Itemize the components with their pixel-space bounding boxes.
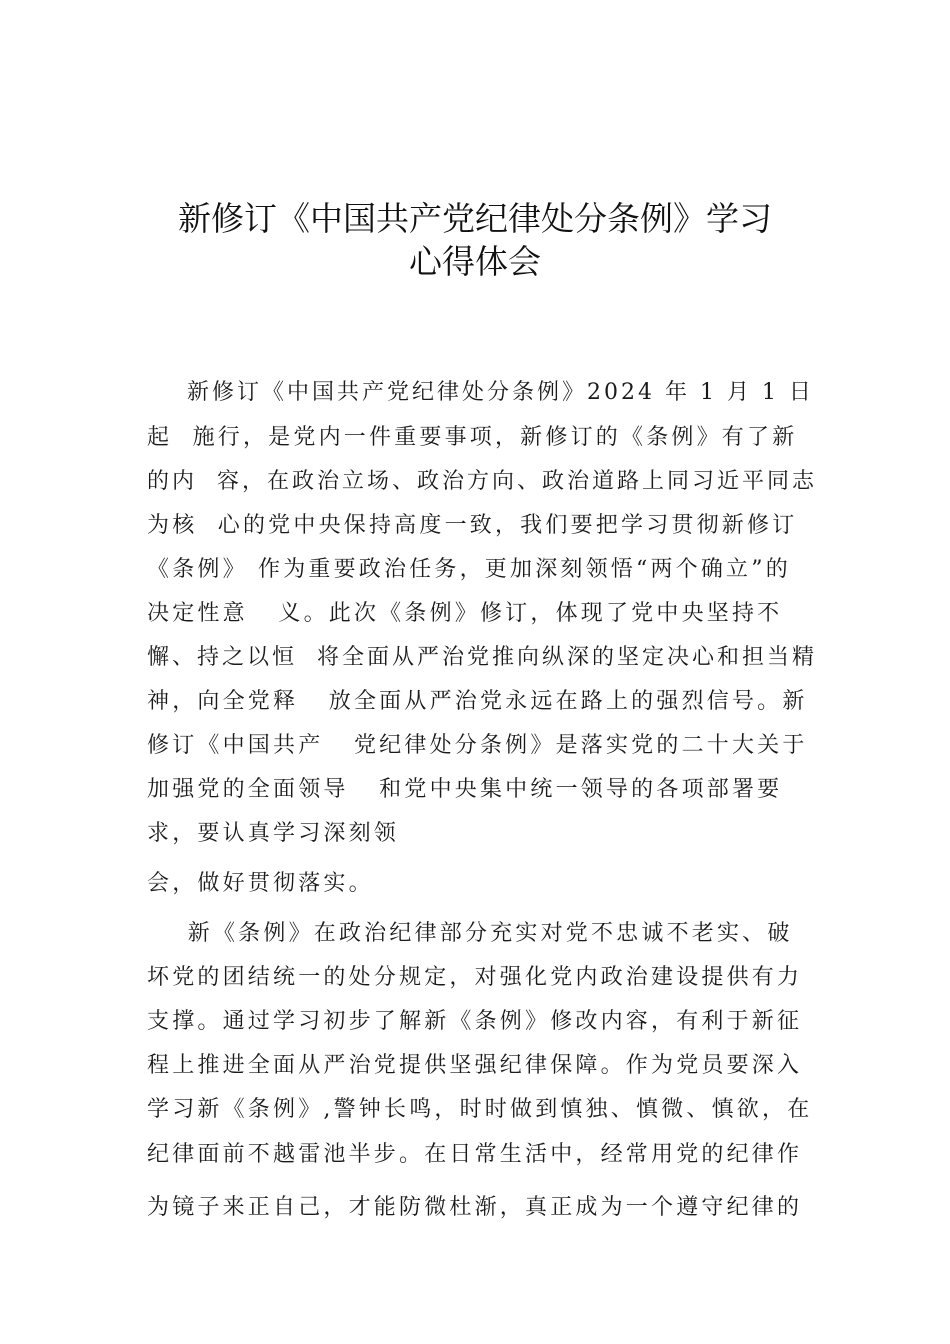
body-line: 修订《中国共产 党纪律处分条例》是落实党的二十大关于 <box>147 733 808 758</box>
body-line: 为核 心的党中央保持高度一致，我们要把学习贯彻新修订 <box>147 513 798 538</box>
body-line: 懈、持之以恒 将全面从严治党推向纵深的坚定决心和担当精 <box>147 645 817 670</box>
body-line: 为镜子来正自己，才能防微杜渐，真正成为一个遵守纪律的 <box>147 1195 803 1220</box>
body-line: 新《条例》在政治纪律部分充实对党不忠诚不老实、破 <box>147 921 793 946</box>
body-line: 程上推进全面从严治党提供坚强纪律保障。作为党员要深入 <box>147 1053 803 1078</box>
body-line: 坏党的团结统一的处分规定，对强化党内政治建设提供有力 <box>147 965 803 990</box>
body-line: 的内 容，在政治立场、政治方向、政治道路上同习近平同志 <box>147 469 817 494</box>
body-line: 会，做好贯彻落实。 <box>147 871 374 896</box>
document-title-line-2: 心得体会 <box>409 242 541 281</box>
body-line: 起 施行，是党内一件重要事项，新修订的《条例》有了新 <box>147 425 798 450</box>
body-line: 决定性意 义。此次《条例》修订，体现了党中央坚持不 <box>147 601 783 626</box>
body-line: 学习新《条例》,警钟长鸣，时时做到慎独、慎微、慎欲，在 <box>147 1097 813 1122</box>
body-line: 支撑。通过学习初步了解新《条例》修改内容，有利于新征 <box>147 1009 803 1034</box>
document-title-line-1: 新修订《中国共产党纪律处分条例》学习 <box>178 199 772 238</box>
body-line: 加强党的全面领导 和党中央集中统一领导的各项部署要 <box>147 777 783 802</box>
body-line: 神，向全党释 放全面从严治党永远在路上的强烈信号。新 <box>147 689 808 714</box>
body-line: 纪律面前不越雷池半步。在日常生活中，经常用党的纪律作 <box>147 1142 803 1167</box>
body-line: 《条例》 作为重要政治任务，更加深刻领悟“两个确立”的 <box>147 557 791 582</box>
body-line: 求，要认真学习深刻领 <box>147 821 400 846</box>
body-line: 新修订《中国共产党纪律处分条例》2024 年 1 月 1 日 <box>147 380 814 405</box>
